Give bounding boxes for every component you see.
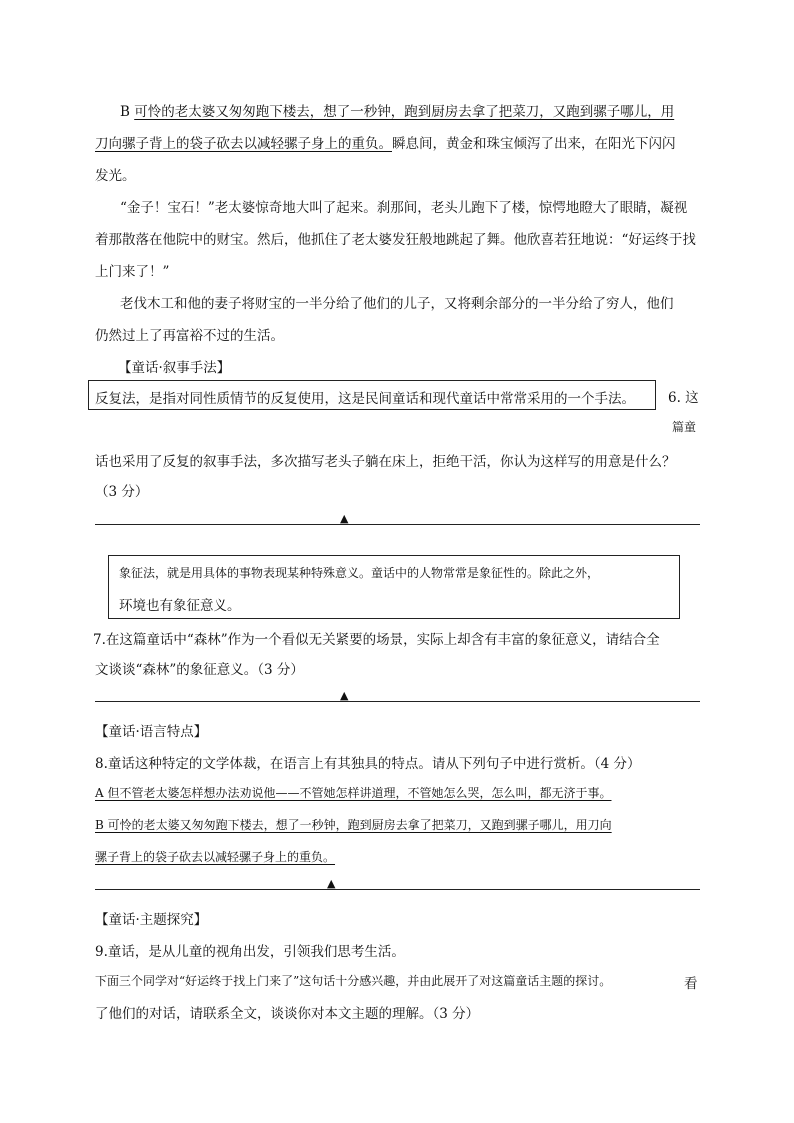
answer-line-q7[interactable] xyxy=(95,701,700,702)
story-p1-line2 xyxy=(95,132,676,152)
narrative-definition-text: 反复法，是指对同性质情节的反复使用，这是民间童话和现代童话中常常采用的一个手法。 xyxy=(95,391,635,407)
q9-line3: 了他们的对话，请联系全文，谈谈你对本文主题的理解。（3 分） xyxy=(95,1006,480,1022)
answer-marker-q8: ▲ xyxy=(327,877,336,890)
story-p2-line1: “金子！宝石！”老太婆惊奇地大叫了起来。刹那间，老头儿跑下了楼，惊愕地瞪大了眼睛，凝视 xyxy=(120,200,688,216)
symbolism-definition-line1: 象征法，就是用具体的事物表现某种特殊意义。童话中的人物常常是象征性的。除此之外， xyxy=(119,566,600,580)
q8-sentence-a: A 但不管老太婆怎样想办法劝说他——不管她怎样讲道理，不管她怎么哭，怎么叫，都无济于事。 xyxy=(95,786,612,800)
q6-number: 6. 这 xyxy=(668,390,699,406)
story-p1-line2-rest: 瞬息间，黄金和珠宝倾泻了出来，在阳光下闪闪 xyxy=(392,136,676,152)
heading-narrative: 【童话·叙事手法】 xyxy=(118,360,231,376)
answer-line-q6[interactable] xyxy=(95,524,700,525)
q8-sentence-b-line1: B 可怜的老太婆又匆匆跑下楼去，想了一秒钟，跑到厨房去拿了把菜刀，又跑到骡子哪儿，用刀向 xyxy=(95,818,612,832)
story-p1-line1 xyxy=(120,100,674,120)
q9-line2: 下面三个同学对“好运终于找上门来了”这句话十分感兴趣，并由此展开了对这篇童话主题的探讨。 xyxy=(95,974,612,988)
q9-line2-end: 看 xyxy=(684,976,698,992)
answer-line-q8[interactable] xyxy=(95,889,700,890)
q6-wrap: 篇童 xyxy=(672,420,697,434)
answer-marker-q6: ▲ xyxy=(340,512,349,525)
narrative-definition-box xyxy=(88,380,656,410)
story-p2-line2: 着那散落在他院中的财宝。然后，他抓住了老太婆发狂般地跳起了舞。他欣喜若狂地说：“好运终于找 xyxy=(95,232,696,248)
q8-sentence-b-line2: 骡子背上的袋子砍去以减轻骡子身上的重负。 xyxy=(95,850,336,864)
q6-score: （3 分） xyxy=(95,484,149,500)
answer-marker-q7: ▲ xyxy=(340,689,349,702)
story-p1-line2-underlined: 刀向骡子背上的袋子砍去以减轻骡子身上的重负。 xyxy=(95,136,392,152)
label-b: B xyxy=(120,104,130,120)
q7-line1: 7.在这篇童话中“森林”作为一个看似无关紧要的场景，实际上却含有丰富的象征意义，请结合全 xyxy=(93,632,660,648)
symbolism-definition-box xyxy=(108,555,680,619)
heading-theme: 【童话·主题探究】 xyxy=(95,912,208,928)
symbolism-definition-line2: 环境也有象征意义。 xyxy=(119,598,241,614)
story-p1-line1-text: 可怜的老太婆又匆匆跑下楼去，想了一秒钟，跑到厨房去拿了把菜刀，又跑到骡子哪儿，用 xyxy=(134,104,675,120)
q8-question: 8.童话这种特定的文学体裁，在语言上有其独具的特点。请从下列句子中进行赏析。（4 分） xyxy=(95,756,641,772)
heading-language: 【童话·语言特点】 xyxy=(95,724,208,740)
story-p3-line1: 老伐木工和他的妻子将财宝的一半分给了他们的儿子，又将剩余部分的一半分给了穷人，他们 xyxy=(120,296,674,312)
q6-question: 话也采用了反复的叙事手法，多次描写老头子躺在床上，拒绝干活，你认为这样写的用意是什么？ xyxy=(95,454,676,470)
story-p1-line3: 发光。 xyxy=(95,168,136,184)
story-p2-line3: 上门来了！” xyxy=(95,264,170,280)
story-p3-line2: 仍然过上了再富裕不过的生活。 xyxy=(95,328,284,344)
q7-line2: 文谈谈“森林”的象征意义。（3 分） xyxy=(95,662,304,678)
q9-question: 9.童话，是从儿童的视角出发，引领我们思考生活。 xyxy=(95,944,405,960)
